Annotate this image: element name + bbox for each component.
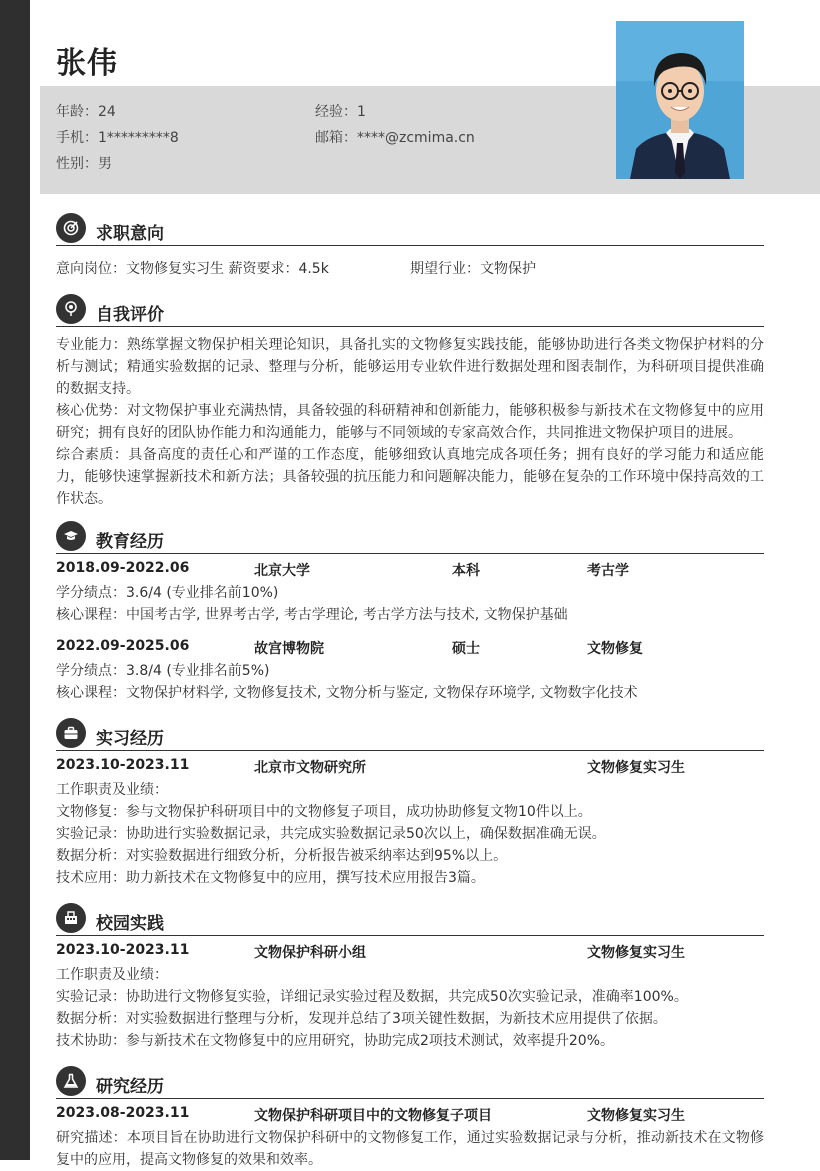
flower-icon bbox=[56, 294, 86, 324]
internship-section bbox=[56, 718, 764, 889]
internship-line: 实验记录：协助进行实验数据记录，共完成实验数据记录50次以上，确保数据准确无误。 bbox=[56, 826, 606, 842]
graduation-cap-icon bbox=[56, 521, 86, 551]
campus-line: 实验记录：协助进行文物修复实验，详细记录实验过程及数据，共完成50次实验记录，准确率100%。 bbox=[56, 989, 688, 1005]
section-header bbox=[56, 718, 764, 751]
section-header bbox=[56, 903, 764, 936]
intent-industry: 期望行业：文物保护 bbox=[410, 261, 536, 277]
research-role: 文物修复实习生 bbox=[587, 1108, 685, 1124]
section-header bbox=[56, 213, 764, 246]
self-eval-paragraph: 综合素质：具备高度的责任心和严谨的工作态度，能够细致认真地完成各项任务；拥有良好的学习能力和适应能力，能够快速掌握新技术和新方法；具备较强的抗压能力和问题解决能力，能够在复杂的工作环境中保持高效的工作状态。 bbox=[56, 447, 764, 507]
job-intention-section bbox=[56, 213, 764, 282]
edu-school: 北京大学 bbox=[254, 563, 310, 579]
internship-entry-header bbox=[56, 755, 764, 779]
research-date: 2023.08-2023.11 bbox=[56, 1105, 190, 1121]
campus-org: 文物保护科研小组 bbox=[254, 945, 366, 961]
edu-gpa: 学分绩点：3.8/4 (专业排名前5%) bbox=[56, 663, 270, 679]
campus-practice-section bbox=[56, 903, 764, 1052]
campus-line: 技术协助：参与新技术在文物修复中的应用研究，协助完成2项技术测试，效率提升20%。 bbox=[56, 1033, 615, 1049]
section-header bbox=[56, 294, 764, 327]
self-eval-paragraph: 专业能力：熟练掌握文物保护相关理论知识，具备扎实的文物修复实践技能，能够协助进行各类文物保护材料的分析与测试；精通实验数据的记录、整理与分析，能够运用专业软件进行数据处理和图表制作，为科研项目提供准确的数据支持。 bbox=[56, 337, 764, 397]
internship-org: 北京市文物研究所 bbox=[254, 760, 366, 776]
research-section bbox=[56, 1066, 764, 1171]
section-header bbox=[56, 521, 764, 554]
target-icon bbox=[56, 213, 86, 243]
campus-entry-header bbox=[56, 940, 764, 964]
research-description: 研究描述：本项目旨在协助进行文物保护科研中的文物修复工作，通过实验数据记录与分析，推动新技术在文物修复中的应用，提高文物修复的效果和效率。 bbox=[56, 1130, 764, 1168]
edu-courses: 核心课程：文物保护材料学, 文物修复技术, 文物分析与鉴定, 文物保存环境学, 文物数字化技术 bbox=[56, 685, 638, 701]
section-title: 教育经历 bbox=[96, 532, 164, 552]
internship-line: 文物修复：参与文物保护科研项目中的文物修复子项目，成功协助修复文物10件以上。 bbox=[56, 804, 592, 820]
campus-date: 2023.10-2023.11 bbox=[56, 942, 190, 958]
education-section bbox=[56, 521, 764, 704]
edu-school: 故宫博物院 bbox=[254, 641, 324, 657]
internship-date: 2023.10-2023.11 bbox=[56, 757, 190, 773]
profile-photo bbox=[616, 21, 744, 179]
research-entry-header bbox=[56, 1103, 764, 1127]
campus-line: 工作职责及业绩： bbox=[56, 967, 168, 983]
candidate-name: 张伟 bbox=[56, 46, 118, 81]
education-entry-header bbox=[56, 636, 764, 660]
education-entry-header bbox=[56, 558, 764, 582]
flask-icon bbox=[56, 1066, 86, 1096]
email-info: 邮箱：****@zcmima.cn bbox=[315, 130, 475, 146]
section-title: 研究经历 bbox=[96, 1077, 164, 1097]
campus-role: 文物修复实习生 bbox=[587, 945, 685, 961]
internship-line: 数据分析：对实验数据进行细致分析，分析报告被采纳率达到95%以上。 bbox=[56, 848, 508, 864]
self-eval-paragraph: 核心优势：对文物保护事业充满热情，具备较强的科研精神和创新能力，能够积极参与新技术在文物修复中的应用研究；拥有良好的团队协作能力和沟通能力，能够与不同领域的专家高效合作，共同推进文物保护项目的进展。 bbox=[56, 403, 764, 441]
building-icon bbox=[56, 903, 86, 933]
section-title: 实习经历 bbox=[96, 729, 164, 749]
phone-info: 手机：1*********8 bbox=[56, 130, 179, 146]
edu-major: 考古学 bbox=[587, 563, 629, 579]
internship-role: 文物修复实习生 bbox=[587, 760, 685, 776]
campus-line: 数据分析：对实验数据进行整理与分析，发现并总结了3项关键性数据，为新技术应用提供了依据。 bbox=[56, 1011, 667, 1027]
edu-date: 2022.09-2025.06 bbox=[56, 638, 190, 654]
self-evaluation-section bbox=[56, 294, 764, 510]
research-project: 文物保护科研项目中的文物修复子项目 bbox=[254, 1108, 492, 1124]
internship-line: 工作职责及业绩： bbox=[56, 782, 168, 798]
internship-line: 技术应用：助力新技术在文物修复中的应用，撰写技术应用报告3篇。 bbox=[56, 870, 485, 886]
experience-info: 经验：1 bbox=[315, 104, 366, 120]
edu-gpa: 学分绩点：3.6/4 (专业排名前10%) bbox=[56, 585, 279, 601]
edu-courses: 核心课程：中国考古学, 世界考古学, 考古学理论, 考古学方法与技术, 文物保护基础 bbox=[56, 607, 568, 623]
section-header bbox=[56, 1066, 764, 1099]
briefcase-icon bbox=[56, 718, 86, 748]
section-title: 求职意向 bbox=[96, 224, 164, 244]
age-info: 年龄：24 bbox=[56, 104, 116, 120]
gender-info: 性别：男 bbox=[56, 156, 112, 172]
edu-major: 文物修复 bbox=[587, 641, 643, 657]
section-title: 校园实践 bbox=[96, 914, 164, 934]
section-title: 自我评价 bbox=[96, 305, 164, 325]
edu-degree: 本科 bbox=[452, 563, 480, 579]
edu-degree: 硕士 bbox=[452, 641, 480, 657]
edu-date: 2018.09-2022.06 bbox=[56, 560, 190, 576]
left-sidebar-bar bbox=[0, 0, 30, 1160]
intent-position-salary: 意向岗位：文物修复实习生 薪资要求：4.5k bbox=[56, 261, 329, 277]
